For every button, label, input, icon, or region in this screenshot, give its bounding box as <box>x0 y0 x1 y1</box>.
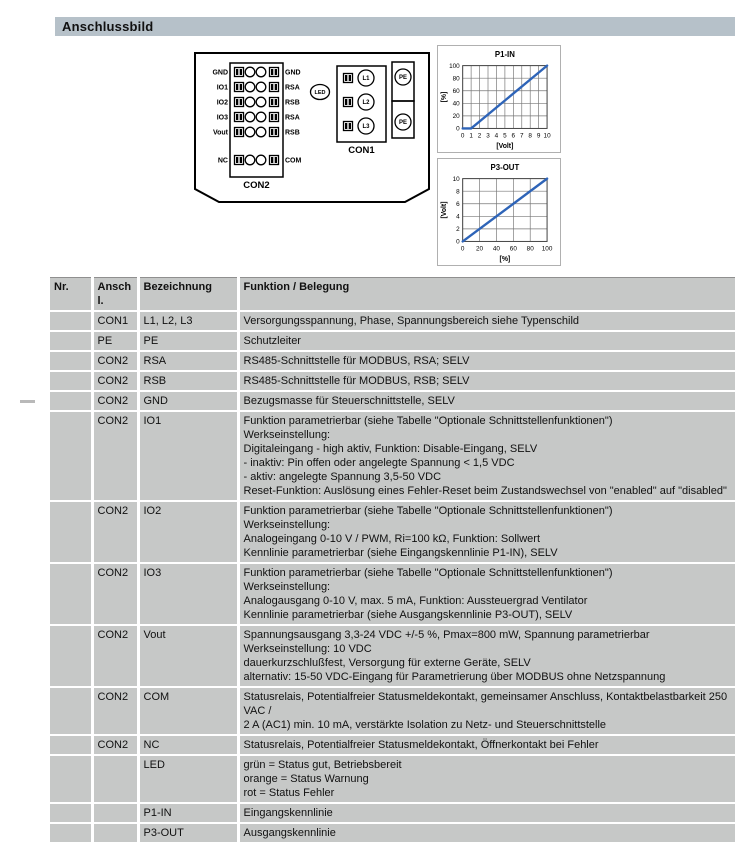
con1-label: CON1 <box>348 145 375 156</box>
table-row <box>50 371 735 391</box>
y-tick-label: 20 <box>452 113 460 121</box>
cell-bez: L1, L2, L3 <box>138 311 238 331</box>
cell-bez: P3-OUT <box>138 823 238 843</box>
contact-circle-icon <box>256 82 266 92</box>
cell-bez: IO2 <box>138 501 238 563</box>
chart-title: P1-IN <box>494 49 515 59</box>
y-tick-label: 40 <box>452 100 460 108</box>
funktion-line: Digitaleingang - high aktiv, Funktion: Disable-Eingang, SELV <box>243 443 538 455</box>
cell-anschl: CON2 <box>92 563 138 625</box>
contact-circle-icon <box>256 127 266 137</box>
contact-circle-icon <box>245 155 255 165</box>
funktion-line: - aktiv: angelegte Spannung 3,5-50 VDC <box>243 471 442 483</box>
cell-funktion <box>238 823 735 843</box>
contact-circle-icon <box>256 112 266 122</box>
header-anschl: Anschl. <box>92 278 138 312</box>
x-tick-label: 100 <box>541 245 553 253</box>
table-row <box>50 735 735 755</box>
con2-right-label: RSA <box>285 84 300 92</box>
x-tick-label: 1 <box>469 132 473 140</box>
terminal-icon <box>235 128 244 137</box>
funktion-line: Bezugsmasse für Steuerschnittstelle, SELV <box>243 395 455 407</box>
funktion-line: Reset-Funktion: Auslösung eines Fehler-Reset beim Zustandswechsel von "enabled" auf "disabled" <box>243 485 727 497</box>
x-tick-label: 4 <box>494 132 499 140</box>
con2-right-label: COM <box>285 157 302 165</box>
table-row <box>50 755 735 803</box>
cell-anschl: CON2 <box>92 735 138 755</box>
contact-circle-icon <box>245 82 255 92</box>
terminal-icon <box>270 156 279 165</box>
led-label: LED <box>314 90 326 97</box>
table-row <box>50 501 735 563</box>
cell-bez: IO3 <box>138 563 238 625</box>
y-tick-label: 0 <box>456 238 460 246</box>
cell-nr <box>50 371 92 391</box>
funktion-line: Schutzleiter <box>243 335 301 347</box>
table-row <box>50 411 735 501</box>
header-funktion: Funktion / Belegung <box>238 278 735 312</box>
table-row <box>50 803 735 823</box>
y-axis-label: [Volt] <box>441 201 448 219</box>
funktion-line: Werkseinstellung: <box>243 581 331 593</box>
contact-circle-icon <box>245 97 255 107</box>
funktion-line: Funktion parametrierbar (siehe Tabelle "Optionale Schnittstellenfunktionen") <box>243 505 613 517</box>
contact-circle-icon <box>256 155 266 165</box>
funktion-line: Statusrelais, Potentialfreier Statusmeldekontakt, Öffnerkontakt bei Fehler <box>243 739 599 751</box>
y-tick-label: 4 <box>456 213 460 221</box>
page-title: Anschlussbild <box>62 19 154 34</box>
cell-funktion <box>238 371 735 391</box>
x-axis-label: [%] <box>499 256 511 264</box>
terminal-icon <box>344 74 353 83</box>
cell-funktion <box>238 803 735 823</box>
con2-right-label: RSB <box>285 99 300 107</box>
funktion-line: Spannungsausgang 3,3-24 VDC +/-5 %, Pmax=800 mW, Spannung parametrierbar <box>243 629 650 641</box>
y-tick-label: 10 <box>452 175 460 183</box>
funktion-line: RS485-Schnittstelle für MODBUS, RSB; SELV <box>243 375 470 387</box>
cell-anschl: CON2 <box>92 351 138 371</box>
contact-circle-icon <box>256 97 266 107</box>
terminal-icon <box>270 113 279 122</box>
cell-nr <box>50 391 92 411</box>
pe-label: PE <box>398 75 408 82</box>
cell-nr <box>50 311 92 331</box>
y-tick-label: 8 <box>456 188 460 196</box>
x-tick-label: 2 <box>477 132 482 140</box>
funktion-line: alternativ: 15-50 VDC-Eingang für Parametrierung über MODBUS ohne Netzspannung <box>243 671 666 683</box>
cell-anschl: CON2 <box>92 501 138 563</box>
pe-label: PE <box>398 120 408 127</box>
terminal-icon <box>270 128 279 137</box>
con2-left-label: NC <box>217 157 228 165</box>
terminal-icon <box>235 113 244 122</box>
cell-anschl <box>92 803 138 823</box>
con2-right-label: RSA <box>285 114 300 122</box>
con2-left-label: GND <box>212 69 228 77</box>
cell-nr <box>50 501 92 563</box>
x-tick-label: 3 <box>486 132 490 140</box>
terminal-icon <box>344 98 353 107</box>
funktion-line: Analogeingang 0-10 V / PWM, Ri=100 kΩ, Funktion: Sollwert <box>243 533 541 545</box>
header-bezeichnung: Bezeichnung <box>138 278 238 312</box>
x-tick-label: 60 <box>509 245 517 253</box>
cell-bez: Vout <box>138 625 238 687</box>
pin-table-body <box>50 311 735 843</box>
chart-p3-out-svg <box>438 159 560 265</box>
cell-nr <box>50 687 92 735</box>
funktion-line: - inaktiv: Pin offen oder angelegte Spannung < 1,5 VDC <box>243 457 515 469</box>
funktion-line: Werkseinstellung: <box>243 519 331 531</box>
funktion-line: Werkseinstellung: <box>243 429 331 441</box>
terminal-icon <box>235 98 244 107</box>
x-tick-label: 9 <box>536 132 541 140</box>
cell-funktion <box>238 687 735 735</box>
x-tick-label: 5 <box>503 132 507 140</box>
funktion-line: Funktion parametrierbar (siehe Tabelle "Optionale Schnittstellenfunktionen") <box>243 415 613 427</box>
cell-anschl: CON2 <box>92 371 138 391</box>
funktion-line: Werkseinstellung: 10 VDC <box>243 643 372 655</box>
cell-bez: COM <box>138 687 238 735</box>
data-line <box>463 179 547 242</box>
cell-bez: PE <box>138 331 238 351</box>
cell-anschl: CON2 <box>92 391 138 411</box>
con1-pin-label: L1 <box>362 76 370 83</box>
con2-right-label: GND <box>285 69 301 77</box>
terminal-icon <box>235 156 244 165</box>
x-tick-label: 7 <box>519 132 524 140</box>
table-row <box>50 351 735 371</box>
cell-funktion <box>238 735 735 755</box>
x-tick-label: 10 <box>543 132 551 140</box>
funktion-line: rot = Status Fehler <box>243 787 335 799</box>
funktion-line: RS485-Schnittstelle für MODBUS, RSA; SELV <box>243 355 470 367</box>
cell-bez: IO1 <box>138 411 238 501</box>
cell-funktion <box>238 351 735 371</box>
funktion-line: Versorgungsspannung, Phase, Spannungsbereich siehe Typenschild <box>243 315 580 327</box>
y-tick-label: 100 <box>449 62 460 70</box>
cell-anschl: CON1 <box>92 311 138 331</box>
cell-bez: P1-IN <box>138 803 238 823</box>
terminal-icon <box>270 68 279 77</box>
cell-funktion <box>238 501 735 563</box>
table-row <box>50 391 735 411</box>
cell-bez: NC <box>138 735 238 755</box>
cell-anschl <box>92 823 138 843</box>
cell-nr <box>50 625 92 687</box>
section-header-bar <box>55 17 735 36</box>
cell-anschl: CON2 <box>92 625 138 687</box>
y-tick-label: 80 <box>452 75 460 83</box>
x-axis-label: [Volt] <box>496 143 514 151</box>
cell-funktion <box>238 411 735 501</box>
table-row <box>50 823 735 843</box>
x-tick-label: 40 <box>492 245 500 253</box>
funktion-line: grün = Status gut, Betriebsbereit <box>243 759 402 771</box>
status-led-icon <box>311 85 330 100</box>
cell-anschl: CON2 <box>92 687 138 735</box>
x-tick-label: 6 <box>511 132 516 140</box>
cell-anschl <box>92 755 138 803</box>
cell-funktion <box>238 331 735 351</box>
cell-funktion <box>238 311 735 331</box>
cell-nr <box>50 411 92 501</box>
y-tick-label: 2 <box>456 226 460 234</box>
chart-p1-in-svg <box>438 46 560 152</box>
contact-circle-icon <box>256 67 266 77</box>
cell-bez: RSA <box>138 351 238 371</box>
table-row <box>50 687 735 735</box>
table-row <box>50 311 735 331</box>
table-row <box>50 625 735 687</box>
terminal-icon <box>270 98 279 107</box>
con2-left-label: IO2 <box>216 99 228 107</box>
chart-p3-out <box>437 158 561 266</box>
margin-mark <box>20 400 35 403</box>
con2-left-label: IO1 <box>216 84 228 92</box>
contact-circle-icon <box>245 127 255 137</box>
cell-nr <box>50 331 92 351</box>
funktion-line: Funktion parametrierbar (siehe Tabelle "Optionale Schnittstellenfunktionen") <box>243 567 613 579</box>
con1-pin-label: L3 <box>362 124 370 131</box>
cell-funktion <box>238 391 735 411</box>
cell-nr <box>50 563 92 625</box>
contact-circle-icon <box>245 67 255 77</box>
table-row <box>50 331 735 351</box>
table-header-row <box>50 278 735 312</box>
cell-nr <box>50 351 92 371</box>
y-axis-label: [%] <box>441 91 448 103</box>
con2-right-label: RSB <box>285 129 300 137</box>
y-tick-label: 6 <box>456 201 460 209</box>
terminal-icon <box>344 122 353 131</box>
x-tick-label: 0 <box>460 132 465 140</box>
funktion-line: orange = Status Warnung <box>243 773 369 785</box>
cell-bez: LED <box>138 755 238 803</box>
cell-funktion <box>238 755 735 803</box>
chart-p1-in <box>437 45 561 153</box>
cell-anschl: PE <box>92 331 138 351</box>
table-row <box>50 563 735 625</box>
funktion-line: Eingangskennlinie <box>243 807 333 819</box>
cell-nr <box>50 735 92 755</box>
x-tick-label: 20 <box>476 245 484 253</box>
x-tick-label: 80 <box>526 245 534 253</box>
cell-bez: GND <box>138 391 238 411</box>
y-tick-label: 0 <box>456 125 460 133</box>
funktion-line: dauerkurzschlußfest, Versorgung für externe Geräte, SELV <box>243 657 531 669</box>
funktion-line: Analogausgang 0-10 V, max. 5 mA, Funktion: Aussteuergrad Ventilator <box>243 595 588 607</box>
cell-funktion <box>238 563 735 625</box>
y-tick-label: 60 <box>452 88 460 96</box>
con1-pin-label: L2 <box>362 100 370 107</box>
funktion-line: Ausgangskennlinie <box>243 827 336 839</box>
con2-label: CON2 <box>243 180 270 191</box>
connection-diagram <box>193 51 431 209</box>
cell-bez: RSB <box>138 371 238 391</box>
cell-funktion <box>238 625 735 687</box>
contact-circle-icon <box>245 112 255 122</box>
chart-title: P3-OUT <box>490 162 520 172</box>
funktion-line: Statusrelais, Potentialfreier Statusmeldekontakt, gemeinsamer Anschluss, Kontaktbelastbarkeit 250 VAC / <box>243 691 728 717</box>
terminal-icon <box>270 83 279 92</box>
x-tick-label: 0 <box>460 245 465 253</box>
terminal-icon <box>235 68 244 77</box>
cell-nr <box>50 823 92 843</box>
con2-left-label: Vout <box>212 129 228 137</box>
header-nr: Nr. <box>50 278 92 312</box>
cell-nr <box>50 755 92 803</box>
funktion-line: Kennlinie parametrierbar (siehe Ausgangskennlinie P3-OUT), SELV <box>243 609 573 621</box>
pin-assignment-table <box>50 277 735 844</box>
terminal-icon <box>235 83 244 92</box>
funktion-line: 2 A (AC1) min. 10 mA, verstärkte Isolation zu Netz- und Steuerschnittstelle <box>243 719 607 731</box>
funktion-line: Kennlinie parametrierbar (siehe Eingangskennlinie P1-IN), SELV <box>243 547 558 559</box>
x-tick-label: 8 <box>528 132 532 140</box>
cell-nr <box>50 803 92 823</box>
con2-left-label: IO3 <box>216 114 228 122</box>
cell-anschl: CON2 <box>92 411 138 501</box>
